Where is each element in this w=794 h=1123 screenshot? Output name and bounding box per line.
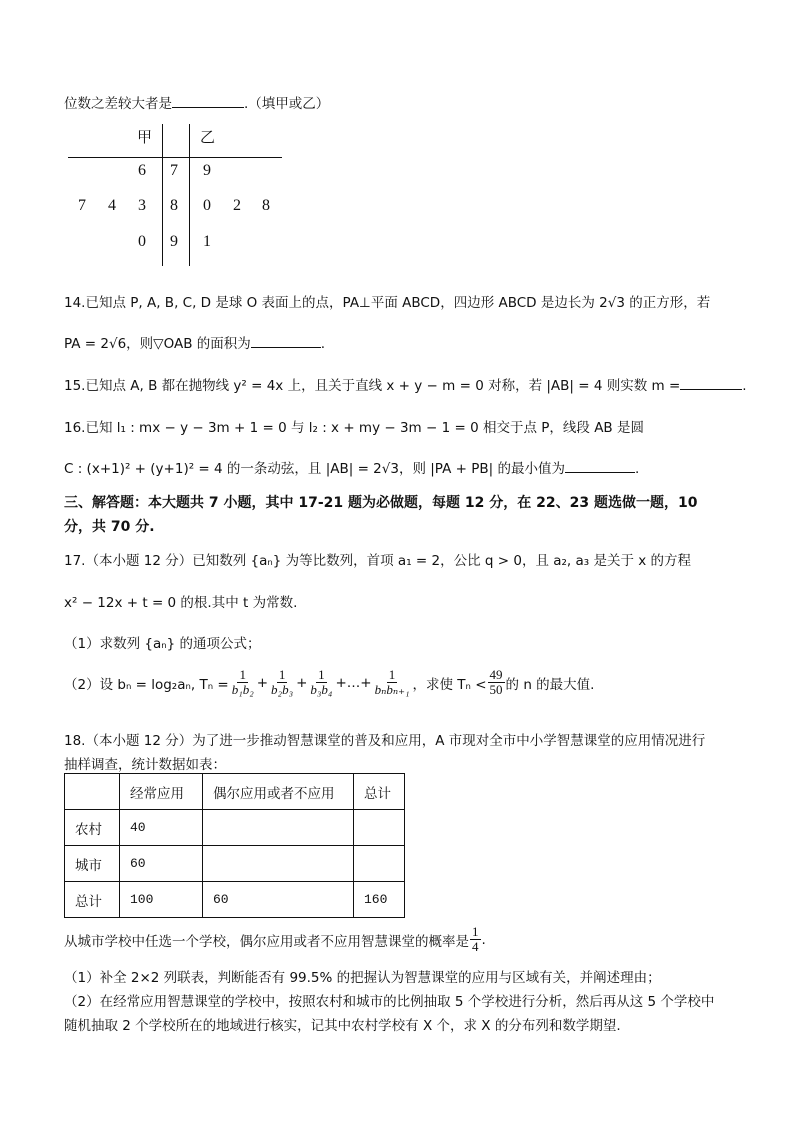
table-cell: 总计 [65, 882, 120, 918]
frac-numerator: 1 [278, 667, 286, 682]
q13-suffix: .（填甲或乙） [244, 96, 330, 112]
table-row [65, 810, 405, 846]
stem-value: 9 [170, 233, 178, 250]
frac-numerator: 1 [472, 924, 479, 939]
q15-text: 15.已知点 A, B 都在抛物线 y² = 4x 上，且关于直线 x + y − m = 0 对称，若 |AB| = 4 则实数 m = [64, 378, 681, 394]
leaf-left: 6 [138, 162, 146, 179]
table-header-cell: 偶尔应用或者不应用 [203, 774, 354, 810]
leaf-left: 4 [108, 197, 116, 214]
fraction [470, 925, 481, 954]
q17-part2 [64, 668, 594, 697]
q14-line2-text: PA = 2√6，则▽OAB 的面积为 [64, 336, 251, 352]
header-rule [68, 157, 282, 158]
table-header-cell [65, 774, 120, 810]
table-cell [203, 810, 354, 846]
table-cell: 农村 [65, 810, 120, 846]
leaf-left: 0 [138, 233, 146, 250]
stem-value: 7 [170, 162, 178, 179]
fraction [308, 668, 334, 697]
leaf-right: 1 [203, 233, 211, 250]
frac-denominator: bₙbₙ₊₁ [374, 682, 410, 697]
plus-sign: + [296, 674, 308, 691]
leaf-left: 7 [78, 197, 86, 214]
answer-blank [565, 460, 635, 473]
table-cell: 160 [354, 882, 405, 918]
table-cell [354, 810, 405, 846]
section-heading-line1: 三、解答题：本大题共 7 小题，其中 17-21 题为必做题，每题 12 分，在 22、23 题选做一题，10 [64, 495, 698, 511]
right-header: 乙 [200, 128, 216, 146]
leaf-right: 8 [262, 197, 270, 214]
q18-prob-end: . [481, 931, 486, 948]
contingency-table [64, 773, 405, 918]
q18-part2-line2: 随机抽取 2 个学校所在的地域进行核实，记其中农村学校有 X 个，求 X 的分布列和数学期望. [64, 1018, 621, 1034]
q14-line1: 14.已知点 P, A, B, C, D 是球 O 表面上的点，PA⊥平面 ABCD，四边形 ABCD 是边长为 2√3 的正方形，若 [64, 295, 711, 311]
table-cell: 60 [203, 882, 354, 918]
stem-divider-left [162, 124, 163, 266]
fraction [488, 668, 505, 697]
frac-denominator: b₁b₂ [231, 682, 254, 697]
leaf-right: 9 [203, 162, 211, 179]
frac-denominator: b₃b₄ [310, 682, 333, 697]
q13-tail [64, 92, 329, 112]
plus-sign: + [256, 674, 269, 691]
leaf-left: 3 [138, 197, 146, 214]
q17-part2-prefix: （2）设 bₙ = log₂aₙ, Tₙ = [64, 676, 229, 693]
left-header: 甲 [137, 128, 153, 146]
frac-denominator: 50 [489, 682, 503, 697]
q15: 15.已知点 A, B 都在抛物线 y² = 4x 上，且关于直线 x + y − m = 0 对称，若 |AB| = 4 则实数 m = . [64, 378, 747, 394]
table-cell [203, 846, 354, 882]
q16-line1: 16.已知 l₁ : mx − y − 3m + 1 = 0 与 l₂ : x + my − 3m − 1 = 0 相交于点 P，线段 AB 是圆 [64, 420, 644, 436]
leaf-right: 2 [233, 197, 241, 214]
q18-line1: 18.（本小题 12 分）为了进一步推动智慧课堂的普及和应用，A 市现对全市中小学智慧课堂的应用情况进行 [64, 733, 706, 749]
frac-numerator: 49 [489, 667, 503, 682]
table-cell: 城市 [65, 846, 120, 882]
frac-numerator: 1 [388, 667, 396, 682]
table-cell: 40 [120, 810, 203, 846]
q18-part1: （1）补全 2×2 列联表，判断能否有 99.5% 的把握认为智慧课堂的应用与区域有关，并阐述理由； [64, 970, 661, 986]
table-row [65, 846, 405, 882]
answer-blank [172, 95, 244, 108]
q16-line2: C : (x+1)² + (y+1)² = 4 的一条动弦，且 |AB| = 2√3，则 |PA + PB| 的最小值为 . [64, 461, 640, 477]
q18-part2-line1: （2）在经常应用智慧课堂的学校中，按照农村和城市的比例抽取 5 个学校进行分析，然后再从这 5 个学校中 [64, 994, 715, 1010]
answer-blank [680, 377, 742, 390]
answer-blank [251, 335, 321, 348]
table-cell: 60 [120, 846, 203, 882]
leaf-right: 0 [203, 197, 211, 214]
table-row [65, 882, 405, 918]
fraction [373, 668, 412, 697]
q17-line2: x² − 12x + t = 0 的根.其中 t 为常数. [64, 595, 298, 611]
stem-divider-right [189, 124, 190, 266]
q13-text: 位数之差较大者是 [64, 96, 172, 112]
q14-line2: PA = 2√6，则▽OAB 的面积为 . [64, 336, 326, 352]
q17-part2-end: 的 n 的最大值. [505, 676, 595, 693]
table-header-row [65, 774, 405, 810]
stem-value: 8 [170, 197, 178, 214]
table-cell [354, 846, 405, 882]
q17-part2-suffix: ，求使 Tₙ < [412, 676, 487, 693]
ellipsis-sum: +…+ [335, 674, 372, 691]
q17-part1: （1）求数列 {aₙ} 的通项公式； [64, 636, 261, 652]
table-cell: 100 [120, 882, 203, 918]
table-header-cell: 总计 [354, 774, 405, 810]
frac-numerator: 1 [318, 667, 325, 682]
table-header-cell: 经常应用 [120, 774, 203, 810]
q18-probability-line [64, 925, 486, 954]
fraction [230, 668, 256, 697]
q16-line2-text: C : (x+1)² + (y+1)² = 4 的一条动弦，且 |AB| = 2√3，则 |PA + PB| 的最小值为 [64, 461, 565, 477]
frac-denominator: 4 [472, 939, 479, 954]
q18-prob-text: 从城市学校中任选一个学校，偶尔应用或者不应用智慧课堂的概率是 [64, 933, 469, 950]
q18-line2: 抽样调查，统计数据如表： [64, 757, 226, 773]
frac-denominator: b₂b₃ [271, 682, 294, 697]
q17-line1: 17.（本小题 12 分）已知数列 {aₙ} 为等比数列，首项 a₁ = 2，公比 q > 0，且 a₂, a₃ 是关于 x 的方程 [64, 553, 692, 569]
fraction [269, 668, 295, 697]
section-heading-line2: 分，共 70 分. [64, 519, 155, 535]
frac-numerator: 1 [239, 667, 246, 682]
